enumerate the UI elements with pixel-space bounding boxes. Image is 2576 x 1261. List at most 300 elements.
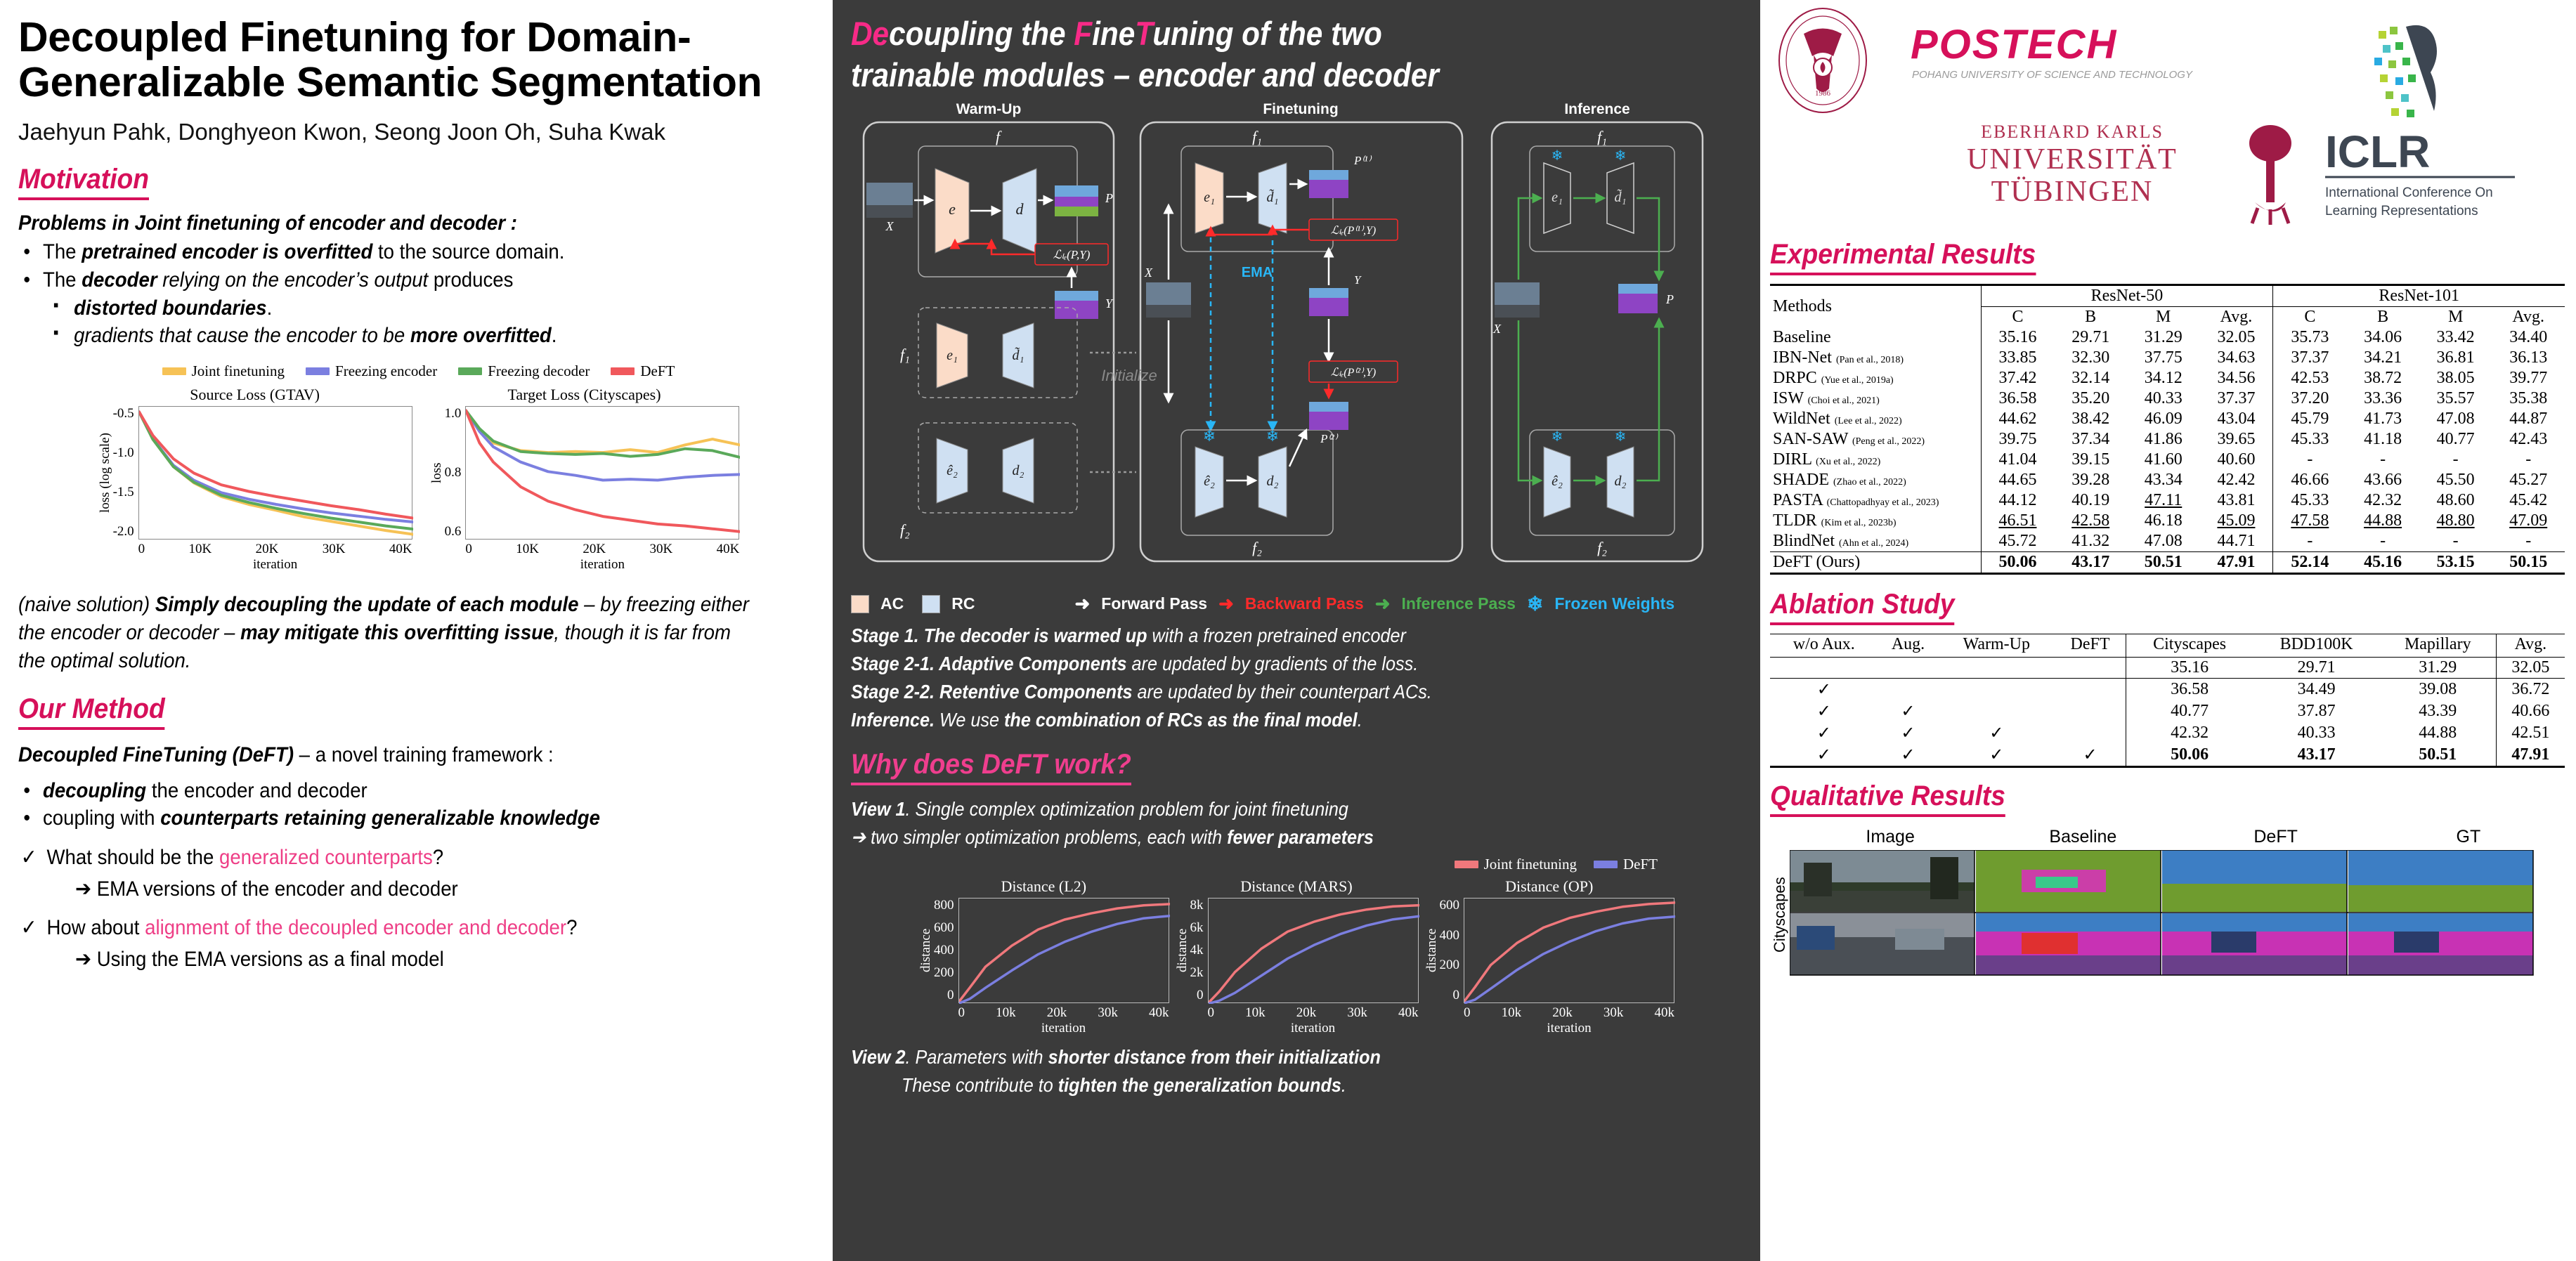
chart-xtick: 40k [1654,1005,1674,1020]
column-header-b2: B [2377,308,2389,326]
chart-xlabel: iteration [1547,1020,1592,1035]
table-cell: - [2525,450,2532,469]
section-heading-qualitative-results: Qualitative Results [1770,780,2005,817]
loss-charts [18,362,819,573]
table-cell: - [2525,532,2532,550]
table-cell: 33.42 [2436,328,2475,346]
table-cell: 50.06 [2126,744,2253,767]
svg-text:Finetuning: Finetuning [1263,101,1339,118]
chart-yticks [1440,898,1464,1003]
chart-ytick: 800 [934,897,954,913]
legend-label-forward: Forward Pass [1101,594,1208,613]
ablation-checkmark: ✓ [1989,746,2004,764]
right-column [1760,0,2576,1261]
svg-text:Warm-Up: Warm-Up [956,101,1022,118]
chart-xtick: 10k [1501,1005,1522,1020]
view2-line-b: These contribute to tighten the generalization bounds. [902,1073,1346,1096]
method-name: TLDR (Kim et al., 2023b) [1773,511,1897,530]
check-item-generalized-counterparts: ✓ What should be the generalized counterparts? ➔ EMA versions of the encoder and decoder [18,844,755,903]
middle-column [833,0,1760,1261]
table-cell: 40.33 [2144,389,2183,407]
table-cell: 34.63 [2217,348,2256,367]
column-header-b: B [2085,308,2097,326]
svg-text:P⁽¹⁾: P⁽¹⁾ [1354,154,1371,168]
method-name: WildNet (Lee et al., 2022) [1773,410,1902,428]
ablation-column-header: DeFT [2070,635,2110,653]
table-cell-ours: 53.15 [2436,553,2475,571]
list-item: ▪ distorted boundaries. [18,294,755,322]
svg-text:f₁: f₁ [1597,128,1607,146]
table-header [1770,634,2565,658]
postech-wordmark: POSTECH [1911,22,2118,67]
chart-xtick: 20k [1296,1005,1317,1020]
svg-text:d: d [1015,200,1024,218]
table-cell: 41.86 [2144,430,2183,448]
svg-text:❄: ❄ [1266,427,1280,445]
svg-text:d̃₁: d̃₁ [1012,348,1024,364]
chart-xticks [465,542,739,557]
logos-svg [1770,6,2564,237]
method-name: DIRL (Xu et al., 2022) [1773,450,1881,469]
ablation-checkmark [2055,722,2126,744]
table-cell: 44.62 [1981,409,2054,429]
view1-line-a: View 1. Single complex optimization problem for joint finetuning [851,798,1348,821]
table-cell: 37.37 [2217,389,2256,407]
legend-label-rc: RC [951,594,975,613]
legend-label: Freezing encoder [335,362,438,379]
column-header-avg: Avg. [2220,308,2253,326]
qual-col-gt: GT [2456,827,2481,847]
chart-ytick: 1.0 [444,405,462,421]
chart-target-loss [429,386,740,573]
legend-swatch-joint-finetuning [162,367,186,375]
ablation-checkmark [2055,679,2126,701]
check-item-answer: ➔ Using the EMA versions as a final model [74,947,444,971]
svg-text:ê₂: ê₂ [1204,473,1215,490]
legend-label-frozen: Frozen Weights [1554,594,1675,613]
table-cell: 39.75 [1981,429,2054,450]
legend-swatch-freezing-encoder [306,367,330,375]
chart-xtick: 20K [255,541,279,556]
table-cell-ours: 43.17 [2071,553,2110,571]
table-cell: 40.77 [2436,430,2475,448]
table-row [1770,388,2565,409]
table-cell: 45.79 [2273,409,2346,429]
chart-xtick: 10K [516,541,540,556]
list-item: • The decoder relying on the encoder’s output produces [18,266,755,294]
svg-text:X: X [1493,322,1501,337]
method-name: SHADE (Zhao et al., 2022) [1773,471,1906,489]
table-cell: 41.73 [2364,410,2402,428]
chart-ytick: -2.0 [112,523,134,539]
ablation-checkmark [1938,658,2055,679]
chart-ytick: 2k [1190,965,1204,980]
chart-ytick: 6k [1190,920,1204,935]
table-cell: 45.50 [2436,471,2475,489]
column-group-resnet101: ResNet-101 [2273,285,2565,307]
column-group-resnet50: ResNet-50 [1981,285,2273,307]
table-cell: 37.75 [2144,348,2183,367]
legend-label-backward: Backward Pass [1244,594,1364,613]
svg-text:❄: ❄ [1202,427,1216,445]
table-cell: 37.42 [1981,368,2054,388]
table-cell: 40.77 [2126,700,2253,722]
column-header-m2: M [2447,308,2464,326]
svg-text:e₁: e₁ [947,348,958,364]
chart-xlabel: iteration [1290,1020,1336,1035]
table-row [1770,450,2565,470]
table-cell: 38.72 [2364,369,2402,387]
table-cell: 45.27 [2509,471,2548,489]
method-diagram [851,100,1742,592]
legend-label: Joint finetuning [191,362,285,379]
legend-label-inference: Inference Pass [1401,594,1516,613]
chart-plot-area [466,407,740,540]
table-cell: 36.58 [2126,679,2253,701]
table-cell-ours: 50.15 [2509,553,2548,571]
chart-ytick: 400 [934,942,954,958]
table-cell: - [2380,532,2386,550]
chart-xtick: 30K [322,541,346,556]
chart-plot-area [1209,899,1419,1004]
table-cell: 41.18 [2364,430,2402,448]
chart-series-deft [1209,916,1419,1003]
chart-ytick: -0.5 [112,405,134,421]
svg-text:P⁽²⁾: P⁽²⁾ [1320,432,1337,446]
ablation-column-header: Warm-Up [1963,635,2030,653]
korea-map-logo-icon [2374,25,2437,117]
table-cell: 32.30 [2071,348,2110,367]
chart-series-freezing-decoder [466,410,740,457]
ablation-checkmark: ✓ [1989,724,2004,743]
distance-chart-legend [851,856,1742,873]
table-cell: 31.29 [2419,658,2457,677]
chart-xtick: 20k [1552,1005,1573,1020]
svg-text:1986: 1986 [1815,89,1830,98]
svg-text:Y: Y [1105,296,1113,311]
chart-xtick: 10k [996,1005,1016,1020]
qual-col-deft: DeFT [2253,827,2298,847]
table-row [1770,511,2565,531]
ablation-checkmark: ✓ [2083,746,2097,764]
table-row [1770,470,2565,490]
table-cell: 45.09 [2217,511,2256,530]
chart-ytick: 200 [1439,958,1459,973]
table-cell: 41.04 [1981,450,2054,470]
table-row [1770,722,2565,744]
table-cell: 32.14 [2071,369,2110,387]
table-cell: 32.05 [2496,658,2565,679]
left-column [0,0,833,1261]
table-cell: 37.37 [2273,348,2346,368]
method-name: SAN-SAW (Peng et al., 2022) [1773,430,1925,448]
table-cell: 42.58 [2071,511,2110,530]
iclr-tree-icon [2249,125,2291,225]
ablation-study-table [1770,634,2565,768]
table-cell: 44.65 [1981,470,2054,490]
svg-text:d̃₁: d̃₁ [1614,190,1627,206]
motivation-lead: Problems in Joint finetuning of encoder and decoder : [18,211,517,235]
chart-xticks [1464,1005,1674,1021]
chart-xtick: 10K [188,541,212,556]
svg-text:Y: Y [1354,273,1361,287]
table-cell: 39.28 [2071,471,2110,489]
table-cell: 39.77 [2509,369,2548,387]
chart-xtick: 40k [1398,1005,1419,1020]
table-cell: 45.72 [1981,531,2054,552]
table-cell: 40.19 [2071,491,2110,509]
chart-xtick: 40K [716,541,740,556]
table-cell: 43.39 [2419,702,2457,720]
table-row [1770,634,2565,658]
table-cell: 43.04 [2217,410,2256,428]
svg-text:❄: ❄ [1551,148,1563,164]
table-cell: 35.38 [2509,389,2548,407]
table-row [1770,429,2565,450]
svg-text:f₂: f₂ [1597,539,1607,557]
method-bullets [18,777,819,832]
svg-text:ℒₗₑ(P⁽²⁾,Y): ℒₗₑ(P⁽²⁾,Y) [1330,367,1377,379]
ablation-checkmark [2055,700,2126,722]
table-row [1770,368,2565,388]
qualitative-row-label: Cityscapes [1771,877,1788,953]
legend-swatch-joint-finetuning [1455,861,1478,868]
chart-title: Distance (MARS) [1240,877,1353,895]
table-cell: 39.08 [2419,680,2457,698]
diagram-svg [851,100,1742,592]
legend-swatch-deft [611,367,635,375]
chart-xtick: 20K [583,541,606,556]
forward-arrow-icon: ➜ [1074,593,1091,615]
ablation-checkmark [1938,679,2055,701]
table-cell: 48.80 [2436,511,2475,530]
chart-ytick: -1.0 [112,445,134,460]
table-cell-ours: 45.16 [2364,553,2402,571]
ablation-column-header: w/o Aux. [1793,635,1855,653]
table-row [1770,658,2565,679]
legend-item [458,362,590,380]
chart-xtick: 40K [389,541,412,556]
motivation-bullets [18,238,819,349]
table-cell: 34.40 [2509,328,2548,346]
table-cell: 37.20 [2273,388,2346,409]
table-cell: 35.57 [2436,389,2475,407]
chart-ytick: 0 [1452,987,1459,1002]
svg-text:e₁: e₁ [1204,190,1215,206]
svg-text:ℒₗₑ(P,Y): ℒₗₑ(P,Y) [1053,248,1091,262]
check-item-alignment: ✓ How about alignment of the decoupled encoder and decoder? ➔ Using the EMA versions as a final model [18,914,755,973]
chart-xlabel: iteration [253,556,298,572]
method-name: IBN-Net (Pan et al., 2018) [1773,348,1904,367]
chart-xlabel: iteration [1041,1020,1086,1035]
chart-ytick: 4k [1190,942,1204,958]
svg-text:d₂: d₂ [1012,463,1024,479]
svg-text:f₂: f₂ [900,521,910,540]
section-heading-motivation: Motivation [18,164,149,200]
table-cell: 41.60 [2144,450,2183,469]
table-cell: - [2273,531,2346,552]
table-cell: 29.71 [2297,658,2336,677]
table-cell: 31.29 [2144,328,2183,346]
svg-text:d₂: d₂ [1614,473,1627,490]
qual-row-2 [1790,913,2533,975]
tuebingen-line1: EBERHARD KARLS [1981,122,2164,142]
chart-xticks [1208,1005,1419,1021]
table-cell: 40.60 [2217,450,2256,469]
table-cell: 48.60 [2436,491,2475,509]
chart-xticks [958,1005,1169,1021]
snowflake-icon: ❄ [1526,593,1544,615]
table-cell: 43.81 [2217,491,2256,509]
inference-arrow-icon: ➜ [1374,593,1391,615]
qualitative-results-block [1770,827,2565,847]
chart-xtick: 40k [1149,1005,1169,1020]
table-cell: 39.65 [2217,430,2256,448]
legend-label: DeFT [640,362,675,379]
loss-chart-legend [18,362,819,380]
view2-line-a: View 2. Parameters with shorter distance from their initialization [851,1045,1381,1068]
table-cell: 42.53 [2273,368,2346,388]
chart-yticks [1190,898,1208,1003]
chart-title: Target Loss (Cityscapes) [507,385,661,403]
chart-xtick: 30k [1347,1005,1367,1020]
chart-ytick: 0 [947,987,954,1002]
legend-item [1594,856,1658,873]
table-cell: 37.34 [2071,430,2110,448]
chart-ytick: 600 [1439,897,1459,913]
chart-xlabel: iteration [580,556,625,572]
table-row [1770,700,2565,722]
table-cell: 42.32 [2364,491,2402,509]
list-item: ▪ gradients that cause the encoder to be more overfitted. [18,322,755,350]
qual-row-1 [1790,850,2533,912]
table-header [1770,285,2565,328]
column-header-m: M [2156,308,2171,326]
ablation-checkmark: ✓ [1816,746,1831,764]
section-heading-ablation-study: Ablation Study [1770,589,1954,625]
ablation-checkmark: ✓ [1816,724,1831,743]
table-cell: 39.15 [2071,450,2110,469]
table-cell: 50.51 [2419,745,2457,764]
table-cell: 40.66 [2496,700,2565,722]
table-cell: 46.18 [2144,511,2183,530]
qual-col-image: Image [1866,827,1915,847]
table-cell-ours: 50.06 [1981,552,2054,574]
iclr-subtitle-1: International Conference On [2325,185,2493,200]
table-row [1770,531,2565,552]
table-cell: - [2273,450,2346,470]
table-row-ours [1770,552,2565,574]
qualitative-column-headers [1794,827,2565,847]
table-cell-ours: 50.51 [2144,553,2183,571]
chart-distance-l2 [918,877,1169,1036]
chart-xtick: 30k [1098,1005,1118,1020]
svg-text:ê₂: ê₂ [947,463,958,479]
chart-xtick: 0 [958,1005,965,1020]
chart-ylabel: loss [429,462,444,483]
table-cell: 46.09 [2144,410,2183,428]
table-cell-ours: 47.91 [2217,553,2256,571]
table-cell: 43.34 [2144,471,2183,489]
table-cell: - [2452,532,2459,550]
middle-title: Decoupling the FineTuning of the two trainable modules – encoder and decoder [851,15,1439,94]
ac-swatch [851,595,869,613]
method-lead: Decoupled FineTuning (DeFT) – a novel training framework : [18,743,554,767]
table-cell: 45.42 [2509,491,2548,509]
chart-ytick: 0.6 [444,523,462,539]
tuebingen-line2: UNIVERSITÄT [1967,143,2178,176]
table-cell: 34.06 [2364,328,2402,346]
chart-series-deft [959,916,1170,1003]
qualitative-grid-svg [1790,850,2535,976]
chart-xticks [138,542,412,557]
table-cell: 47.09 [2509,511,2548,530]
table-cell-ours: 52.14 [2273,552,2346,574]
check-item-answer: ➔ EMA versions of the encoder and decoder [74,877,458,901]
list-item: • decoupling the encoder and decoder [18,777,755,805]
table-cell: 38.42 [2071,410,2110,428]
table-cell: 35.73 [2273,327,2346,348]
page-title: Decoupled Finetuning for Domain-Generalizable Semantic Segmentation [18,14,762,105]
chart-ylabel: loss (log scale) [97,432,112,513]
table-row [1770,744,2565,767]
method-name: DRPC (Yue et al., 2019a) [1773,369,1894,387]
table-cell: 42.42 [2217,471,2256,489]
legend-item [162,362,285,380]
logo-bar [1770,6,2565,237]
table-cell: 36.81 [2436,348,2475,367]
table-cell: 34.21 [2364,348,2402,367]
chart-distance-op [1424,877,1675,1036]
chart-yticks [113,406,138,540]
ablation-column-header: BDD100K [2279,635,2353,653]
naive-solution-paragraph: (naive solution) Simply decoupling the update of each module – by freezing either the encoder or decoder – may mitigate this overfitting issue, though it is far from the optimal solution. [18,592,749,673]
backward-arrow-icon: ➜ [1218,593,1234,615]
legend-label-ac: AC [880,594,904,613]
table-cell: 42.43 [2509,430,2548,448]
section-heading-our-method: Our Method [18,693,165,730]
table-cell: 40.33 [2297,724,2336,742]
table-cell: 47.08 [2144,532,2183,550]
svg-text:❄: ❄ [1551,429,1563,445]
tuebingen-line3: TÜBINGEN [1991,176,2154,208]
table-cell: 47.11 [2145,491,2183,509]
table-cell: 44.88 [2419,724,2457,742]
column-header-c: C [1981,307,2054,328]
chart-ylabel: distance [918,928,933,973]
list-item: • coupling with counterparts retaining generalizable knowledge [18,804,755,832]
svg-text:P: P [1105,191,1113,206]
table-cell: 35.20 [2071,389,2110,407]
experimental-results-table [1770,284,2565,575]
table-cell: 43.66 [2364,471,2402,489]
svg-text:X: X [885,219,894,234]
chart-xtick: 20k [1046,1005,1067,1020]
postech-seal-icon [1779,8,1866,112]
ablation-column-header: Aug. [1891,635,1925,653]
chart-distance-mars [1175,877,1419,1036]
iclr-subtitle-2: Learning Representations [2325,204,2478,218]
ablation-column-header: Avg. [2496,634,2565,658]
postech-subtitle: POHANG UNIVERSITY OF SCIENCE AND TECHNOLOGY [1912,69,2192,81]
chart-plot-area [139,407,413,540]
table-row [1770,409,2565,429]
table-row [1770,679,2565,701]
chart-xtick: 30k [1603,1005,1624,1020]
chart-series-freezing-encoder [139,412,413,522]
method-name: BlindNet (Ahn et al., 2024) [1773,532,1909,550]
method-name: ISW (Choi et al., 2021) [1773,389,1880,407]
